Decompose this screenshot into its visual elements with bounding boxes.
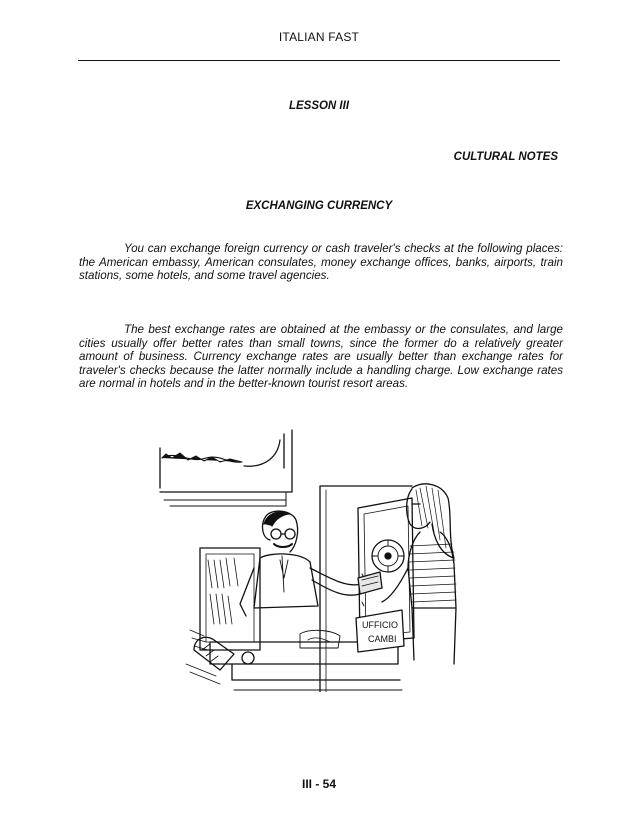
currency-exchange-illustration — [150, 428, 480, 692]
wall-picture — [160, 430, 292, 506]
section-title: EXCHANGING CURRENCY — [245, 200, 393, 212]
running-head: ITALIAN FAST — [278, 30, 360, 44]
lesson-heading: LESSON III — [288, 100, 350, 112]
exchange-office-sign — [356, 610, 404, 652]
sign-text-line2: CAMBI — [368, 634, 397, 644]
page-number: III - 54 — [301, 777, 336, 791]
teller-figure — [240, 511, 362, 616]
paragraph-1: You can exchange foreign currency or cash traveler's checks at the following places: the American embassy, American consulates, money exchange offices, banks, airports, train stations, some hotels, and some travel agencies. — [79, 242, 563, 283]
banknotes — [358, 572, 382, 594]
paragraph-2: The best exchange rates are obtained at the embassy or the consulates, and large cities usually offer better rates than small towns, since the former do a relatively greater amount of business. Currency exchange rates are usually better than exchange rates for traveler's checks because the latter normally include a handling charge. Low exchange rates are normal in hotels and in the better-known tourist resort areas. — [79, 323, 563, 391]
teller-cabinet — [190, 548, 260, 650]
sign-text-line1: UFFICIO — [362, 620, 398, 630]
header-rule — [78, 60, 560, 61]
adding-machine — [186, 637, 254, 684]
section-label: CULTURAL NOTES — [453, 151, 558, 163]
